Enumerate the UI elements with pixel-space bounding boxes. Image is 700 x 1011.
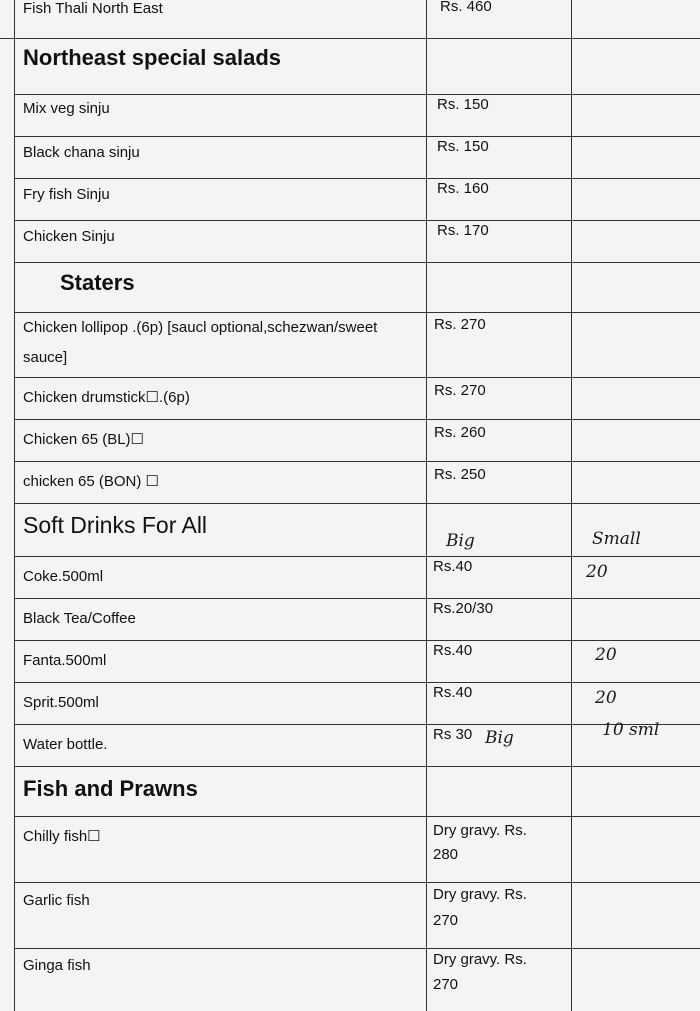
- menu-item-price: Rs. 270: [434, 382, 486, 399]
- section-title-drinks: Soft Drinks For All: [23, 512, 208, 538]
- menu-item-price-line2: 280: [433, 846, 459, 863]
- menu-item-name: Chicken Sinju: [23, 228, 115, 245]
- menu-item-price: Rs. 170: [437, 222, 489, 239]
- row-divider: [14, 882, 700, 883]
- menu-item-name: Garlic fish: [23, 892, 90, 909]
- menu-item-price-line2: 270: [433, 912, 459, 929]
- menu-item-name: Chicken drumstick☐.(6p): [23, 389, 190, 406]
- menu-item-price: Rs 30: [433, 726, 473, 743]
- row-divider: [14, 948, 700, 949]
- menu-item-price: Rs. 160: [437, 180, 489, 197]
- handwritten-small-price: 20: [595, 645, 617, 665]
- row-divider: [14, 178, 700, 179]
- menu-item-name: Fanta.500ml: [23, 652, 107, 669]
- menu-item-name: Chicken lollipop .(6p) [saucl optional,schezwan/sweet sauce]: [23, 319, 378, 366]
- menu-item-price: Rs. 270: [434, 316, 486, 333]
- column-divider-price: [426, 0, 427, 1011]
- menu-item-name: Ginga fish: [23, 957, 91, 974]
- row-divider: [14, 766, 700, 767]
- menu-item-name: Chicken 65 (BL)☐: [23, 431, 144, 448]
- menu-item-name: chicken 65 (BON) ☐: [23, 473, 159, 490]
- row-divider: [14, 724, 700, 725]
- row-divider: [14, 136, 700, 137]
- menu-item-price-line1: Dry gravy. Rs.: [433, 886, 527, 903]
- menu-item-price-line2: 270: [433, 976, 459, 993]
- menu-item-name: Chilly fish☐: [23, 828, 101, 845]
- menu-item-price: Rs.40: [433, 642, 473, 659]
- section-title-starters: Staters: [60, 270, 135, 295]
- handwritten-small-price: 20: [595, 688, 617, 708]
- handwritten-small-price: 20: [586, 562, 608, 582]
- row-divider: [14, 419, 700, 420]
- menu-item-price: Rs. 150: [437, 96, 489, 113]
- menu-item-price: Rs. 150: [437, 138, 489, 155]
- handwritten-small-label: Small: [592, 529, 641, 549]
- row-divider: [14, 816, 700, 817]
- row-divider: [14, 377, 700, 378]
- handwritten-big-note: Big: [485, 728, 514, 748]
- row-divider: [14, 556, 700, 557]
- menu-item-name: Coke.500ml: [23, 568, 104, 585]
- menu-item-name: Black chana sinju: [23, 144, 140, 161]
- menu-item-price: Rs. 250: [434, 466, 486, 483]
- left-border: [14, 0, 15, 1011]
- row-divider: [14, 461, 700, 462]
- menu-item-name: Fish Thali North East: [23, 0, 163, 17]
- menu-item-name: Water bottle.: [23, 736, 108, 753]
- row-divider: [14, 640, 700, 641]
- menu-item-price: Rs.40: [433, 684, 473, 701]
- menu-item-price: Rs. 260: [434, 424, 486, 441]
- handwritten-big-label: Big: [446, 531, 475, 551]
- menu-item-price-line1: Dry gravy. Rs.: [433, 951, 527, 968]
- row-divider: [14, 503, 700, 504]
- menu-item-name: Black Tea/Coffee: [23, 610, 136, 627]
- menu-item-price-line1: Dry gravy. Rs.: [433, 822, 527, 839]
- row-divider: [14, 262, 700, 263]
- handwritten-small-price: 10 sml: [602, 720, 660, 740]
- row-divider: [0, 38, 700, 39]
- menu-item-price: Rs. 460: [440, 0, 492, 15]
- row-divider: [14, 682, 700, 683]
- menu-item-price: Rs.40: [433, 558, 473, 575]
- row-divider: [14, 220, 700, 221]
- menu-item-name: Mix veg sinju: [23, 100, 110, 117]
- menu-item-name: Sprit.500ml: [23, 694, 99, 711]
- menu-item-price: Rs.20/30: [433, 600, 494, 617]
- row-divider: [14, 598, 700, 599]
- menu-item-name: Fry fish Sinju: [23, 186, 110, 203]
- section-title-salads: Northeast special salads: [23, 45, 282, 70]
- section-title-fish: Fish and Prawns: [23, 776, 198, 801]
